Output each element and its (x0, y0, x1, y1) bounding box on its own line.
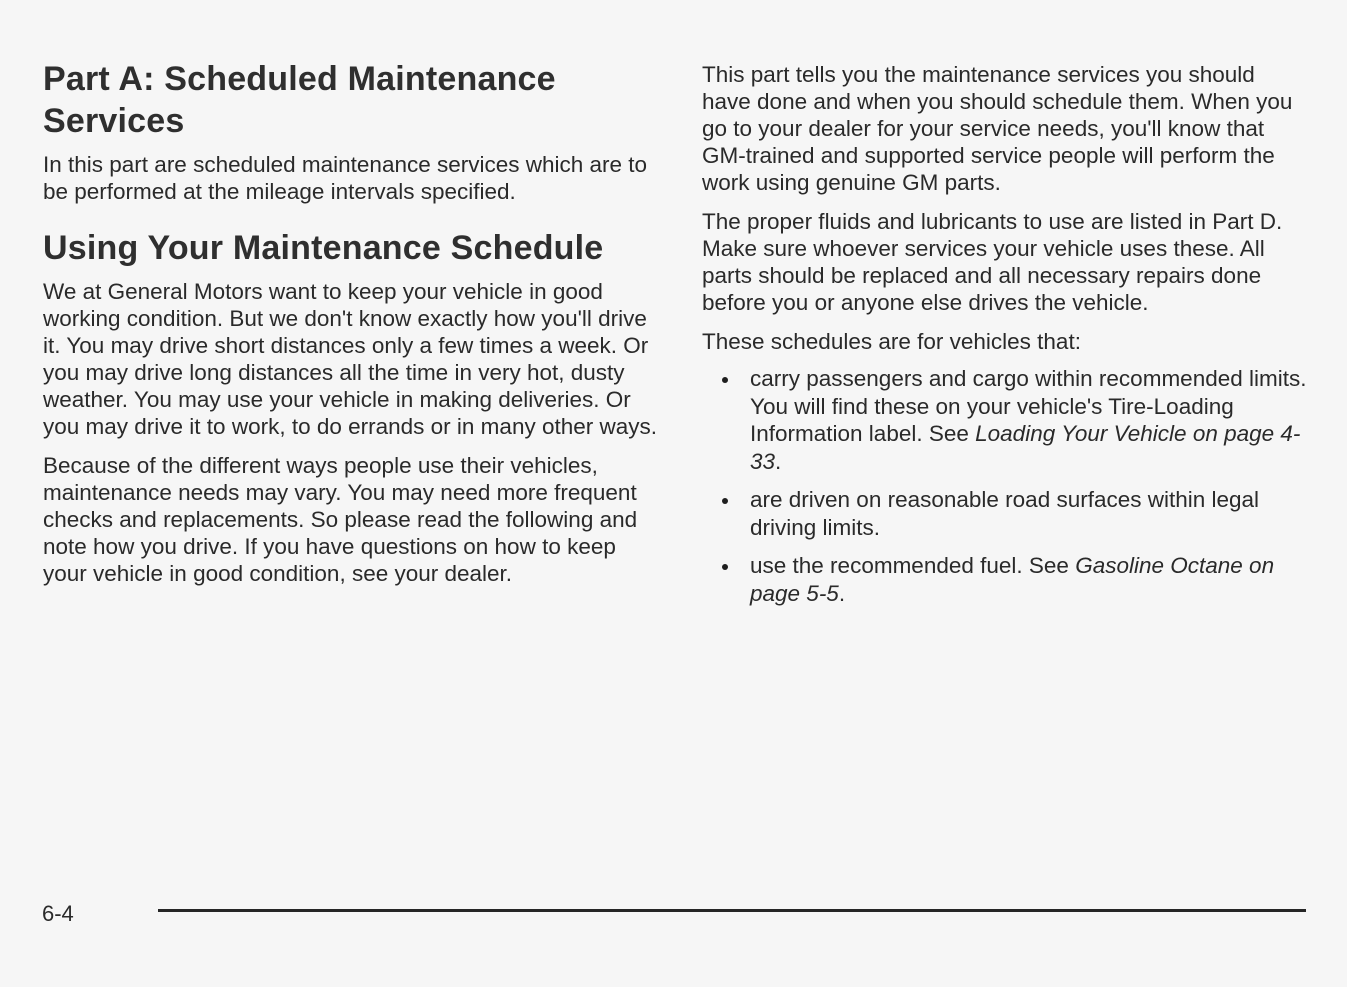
list-item-tail: . (775, 448, 782, 474)
paragraph-driving-conditions: We at General Motors want to keep your vehicle in good working condition. But we don't know exactly how you'll drive it. You may drive short distances only a few times a week. Or you may drive long distances all the time in very hot, dusty weather. You may use your vehicle in making deliveries. Or you may drive it to work, to do errands or in many other ways. (43, 279, 658, 439)
page-number: 6-4 (42, 901, 74, 926)
cross-reference-link: Loading Your Vehicle on page 4-33 (750, 421, 1301, 474)
heading-scheduled-maintenance: Part A: Scheduled Maintenance Services (43, 60, 556, 140)
vehicle-conditions-list (702, 365, 1307, 607)
paragraph-fluids-lubricants: The proper fluids and lubricants to use are listed in Part D. Make sure whoever services your vehicle uses these. All parts should be replaced and all necessary repairs done before you or anyone else drives the vehicle. (702, 209, 1283, 315)
heading-using-schedule: Using Your Maintenance Schedule (43, 229, 604, 267)
bullet-icon (722, 564, 728, 570)
right-column (702, 61, 1307, 618)
paragraph-schedules-for: These schedules are for vehicles that: (702, 329, 1081, 354)
list-item (702, 552, 1307, 607)
intro-paragraph: In this part are scheduled maintenance services which are to be performed at the mileage intervals specified. (43, 152, 648, 204)
list-item-text: carry passengers and cargo within recommended limits. You will find these on your vehicle's Tire-Loading Information label. See (750, 366, 1307, 446)
cross-reference-link: Gasoline Octane on page 5-5 (750, 553, 1275, 606)
list-item-text: are driven on reasonable road surfaces within legal driving limits. (750, 487, 1260, 540)
paragraph-services-overview: This part tells you the maintenance services you should have done and when you should schedule them. When you go to your dealer for your service needs, you'll know that GM-trained and supported service people will perform the work using genuine GM parts. (702, 62, 1293, 195)
list-item (702, 365, 1307, 475)
list-item-text: use the recommended fuel. See (750, 553, 1076, 578)
footer-divider (158, 909, 1306, 912)
list-item (702, 486, 1307, 541)
paragraph-maintenance-needs: Because of the different ways people use their vehicles, maintenance needs may vary. You may need more frequent checks and replacements. So please read the following and note how you drive. If you have questions on how to keep your vehicle in good condition, see your dealer. (43, 453, 638, 586)
bullet-icon (722, 498, 728, 504)
left-column (43, 58, 658, 587)
bullet-icon (722, 377, 728, 383)
list-item-tail: . (838, 580, 846, 606)
